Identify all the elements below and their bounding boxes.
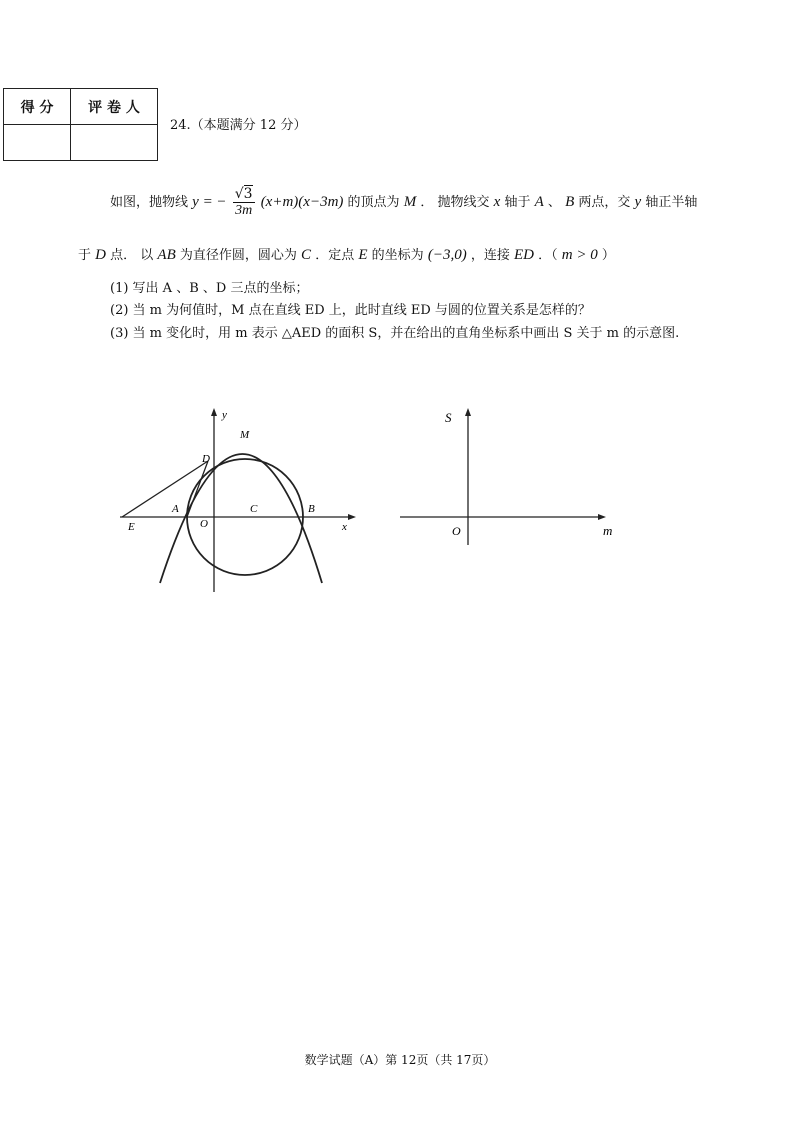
label-M: M bbox=[240, 429, 250, 441]
label-E: E bbox=[128, 521, 135, 533]
parabola-circle-figure bbox=[110, 400, 370, 600]
page-footer: 数学试题（A）第 12页（共 17页） bbox=[304, 1053, 496, 1067]
subquestion-2: (2) 当 m 为何值时，M 点在直线 ED 上，此时直线 ED 与圆的位置关系是怎样的？ bbox=[110, 303, 591, 318]
subquestion-3: (3) 当 m 变化时，用 m 表示 △AED 的面积 S，并在给出的直角坐标系中画出 S 关于 m 的示意图. bbox=[110, 326, 680, 341]
subquestion-1: (1) 写出 A 、B 、D 三点的坐标； bbox=[110, 281, 309, 296]
label-O: O bbox=[200, 518, 208, 530]
score-cell[interactable] bbox=[4, 125, 71, 161]
label-x: x bbox=[342, 521, 347, 533]
label-B: B bbox=[308, 503, 315, 515]
label-D: D bbox=[202, 453, 210, 465]
line-AD bbox=[187, 461, 208, 517]
fraction: $\frac{√3}{3m}$ bbox=[234, 186, 253, 218]
question-line-2: 于 D 点． 以 AB 为直径作圆，圆心为 C ．定点 E 的坐标为 (−3,0) ，连接 ED ．（ m > 0 ） bbox=[78, 247, 615, 263]
label-S: S bbox=[445, 410, 452, 425]
parabola bbox=[160, 454, 322, 583]
label-C: C bbox=[250, 503, 258, 515]
question-line-1: 如图，抛物线 y = − $\frac{√3}{3m}$ (x+m)(x−3m) 的顶点为 M ． 抛物线交 x 轴于 A 、 B 两点，交 y 轴正半轴 bbox=[110, 186, 698, 218]
label-m: m bbox=[603, 523, 613, 538]
grader-header: 评 卷 人 bbox=[71, 89, 158, 125]
grader-cell[interactable] bbox=[71, 125, 158, 161]
score-table bbox=[3, 88, 158, 161]
label-O2: O bbox=[452, 524, 461, 538]
question-number: 24.（本题满分 12 分） bbox=[170, 118, 307, 133]
score-header: 得 分 bbox=[4, 89, 71, 125]
label-y: y bbox=[222, 409, 227, 421]
label-A: A bbox=[172, 503, 179, 515]
s-m-axes bbox=[395, 400, 635, 550]
